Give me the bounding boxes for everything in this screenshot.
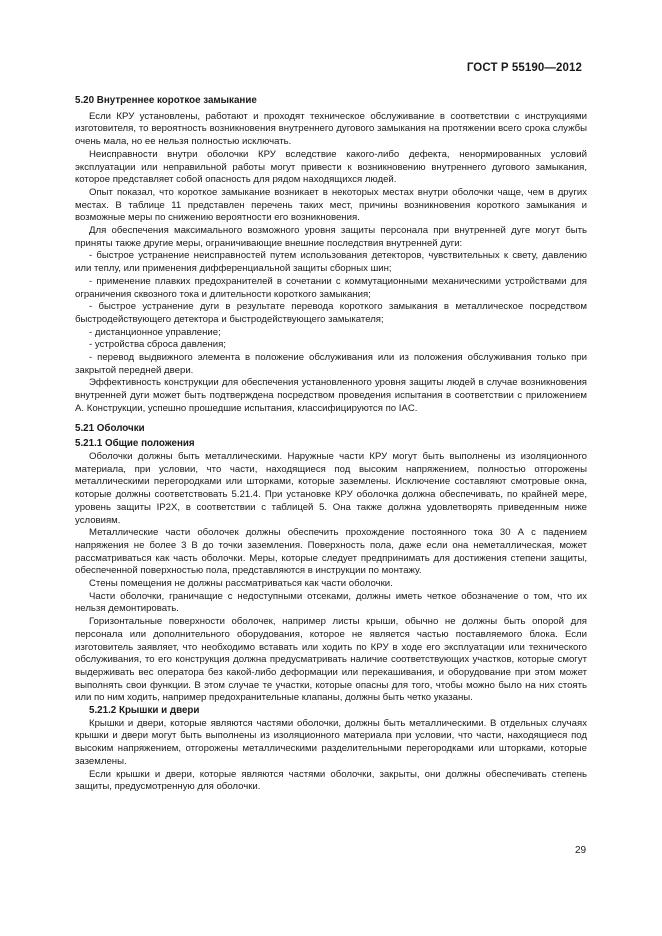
paragraph: Для обеспечения максимального возможного уровня защиты персонала при внутренней дуге могут быть приняты также другие меры, ограничивающие внешние последствия внутренней дуги:: [75, 225, 587, 249]
section-heading-5-20: 5.20 Внутреннее короткое замыкание: [75, 95, 257, 106]
list-item: - применение плавких предохранителей в сочетании с коммутационными механическими устройствами для ограничения сквозного тока и длительности короткого замыкания;: [75, 275, 587, 300]
paragraph: Металлические части оболочек должны обеспечить прохождение постоянного тока 30 А с падением напряжения не более 3 В до точки заземления. Поверхность пола, даже если она неметаллическая, может рассматриваться как часть оболочки. Меры, которые следует предпринимать для достижения степени защиты, обеспеченной поверхностью пола, представляются в инструкции по монтажу.: [75, 527, 587, 577]
section-heading-5-21-1: 5.21.1 Общие положения: [75, 438, 195, 450]
list-item: - перевод выдвижного элемента в положение обслуживания или из положения обслуживания только при закрытой передней двери.: [75, 352, 587, 376]
section-heading-5-21: 5.21 Оболочки: [75, 422, 145, 434]
paragraph: Опыт показал, что короткое замыкание возникает в некоторых местах внутри оболочки чаще, чем в других местах. В таблице 11 представлен перечень таких мест, причины возникновения короткого замыкания и возможные меры по снижению вероятности его возникновения.: [75, 186, 587, 224]
paragraph: Эффективность конструкции для обеспечения установленного уровня защиты людей в случае возникновения внутренней дуги может быть подтверждена посредством проведения испытания в соответствии с приложением А. Конструкции, успешно прошедшие испытания, классифицируются по IAC.: [75, 377, 587, 414]
page-number: 29: [575, 845, 587, 856]
paragraph: Оболочки должны быть металлическими. Наружные части КРУ могут быть выполнены из изоляционного материала, при условии, что части, находящиеся под высоким напряжением, полностью отгорожены металлическими перегородками или шторками, которые заземлены. Исключение составляют смотровые окна, которые должны соответствовать 5.21.4. При установке КРУ оболочка должна обеспечивать, по крайней мере, уровень защиты IP2X, в соответствии с таблицей 5. Она также должна удовлетворять приведенным ниже условиям.: [75, 450, 587, 526]
list-item: - быстрое устранение дуги в результате перевода короткого замыкания в металлическое посредством быстродействующего детектора и быстродействующего замыкателя;: [75, 301, 587, 325]
paragraph: Неисправности внутри оболочки КРУ вследствие какого-либо дефекта, ненормированных условий эксплуатации или неправильной работы могут привести к возникновению внутреннего дугового замыкания, которое представляет собой опасность для рядом находящихся людей.: [75, 148, 587, 186]
paragraph: Стены помещения не должны рассматриваться как части оболочки.: [89, 578, 393, 590]
list-item: - дистанционное управление;: [89, 326, 221, 338]
paragraph: Если крышки и двери, которые являются частями оболочки, закрыты, они должны обеспечивать степень защиты, предусмотренную для оболочки.: [75, 768, 587, 793]
paragraph: Части оболочки, граничащие с недоступными отсеками, должны иметь четкое обозначение о том, что их нельзя демонтировать.: [75, 590, 587, 615]
document-body: [75, 95, 587, 794]
paragraph: Если КРУ установлены, работают и проходят техническое обслуживание в соответствии с инструкциями изготовителя, то вероятность возникновения внутреннего дугового замыкания на протяжении всего срока службы очень мала, но ее нельзя полностью исключать.: [75, 110, 587, 148]
section-heading-5-21-2: 5.21.2 Крышки и двери: [89, 705, 200, 717]
paragraph: Крышки и двери, которые являются частями оболочки, должны быть металлическими. В отдельных случаях крышки и двери могут быть выполнены из изоляционного материала при условии, что части, находящиеся под высоким напряжением, отгорожены металлическими разделительными перегородками или шторками, которые заземлены.: [75, 717, 587, 767]
paragraph: Горизонтальные поверхности оболочек, например листы крыши, обычно не должны быть опорой для персонала или дополнительного оборудования, которое не является частью поставляемого блока. Если изготовитель заявляет, что необходимо вставать или ходить по КРУ в ходе его эксплуатации или технического обслуживания, то его конструкция должна предусматривать наличие соответствующих участков, которые смогут выдерживать вес оператора без какой-либо деформации или перекашивания, и оборудование при этом может выполнять свои функции. В этом случае те участки, которые опасны для того, чтобы можно было на них стоять или по ним ходить, например предохранительные клапаны, должны быть четко указаны.: [75, 616, 587, 704]
list-item: - устройства сброса давления;: [89, 339, 226, 351]
list-item: - быстрое устранение неисправностей путем использования детекторов, чувствительных к свету, давлению или теплу, или применения дифференциальной защиты сборных шин;: [75, 250, 587, 275]
standard-header: ГОСТ Р 55190—2012: [466, 62, 582, 74]
